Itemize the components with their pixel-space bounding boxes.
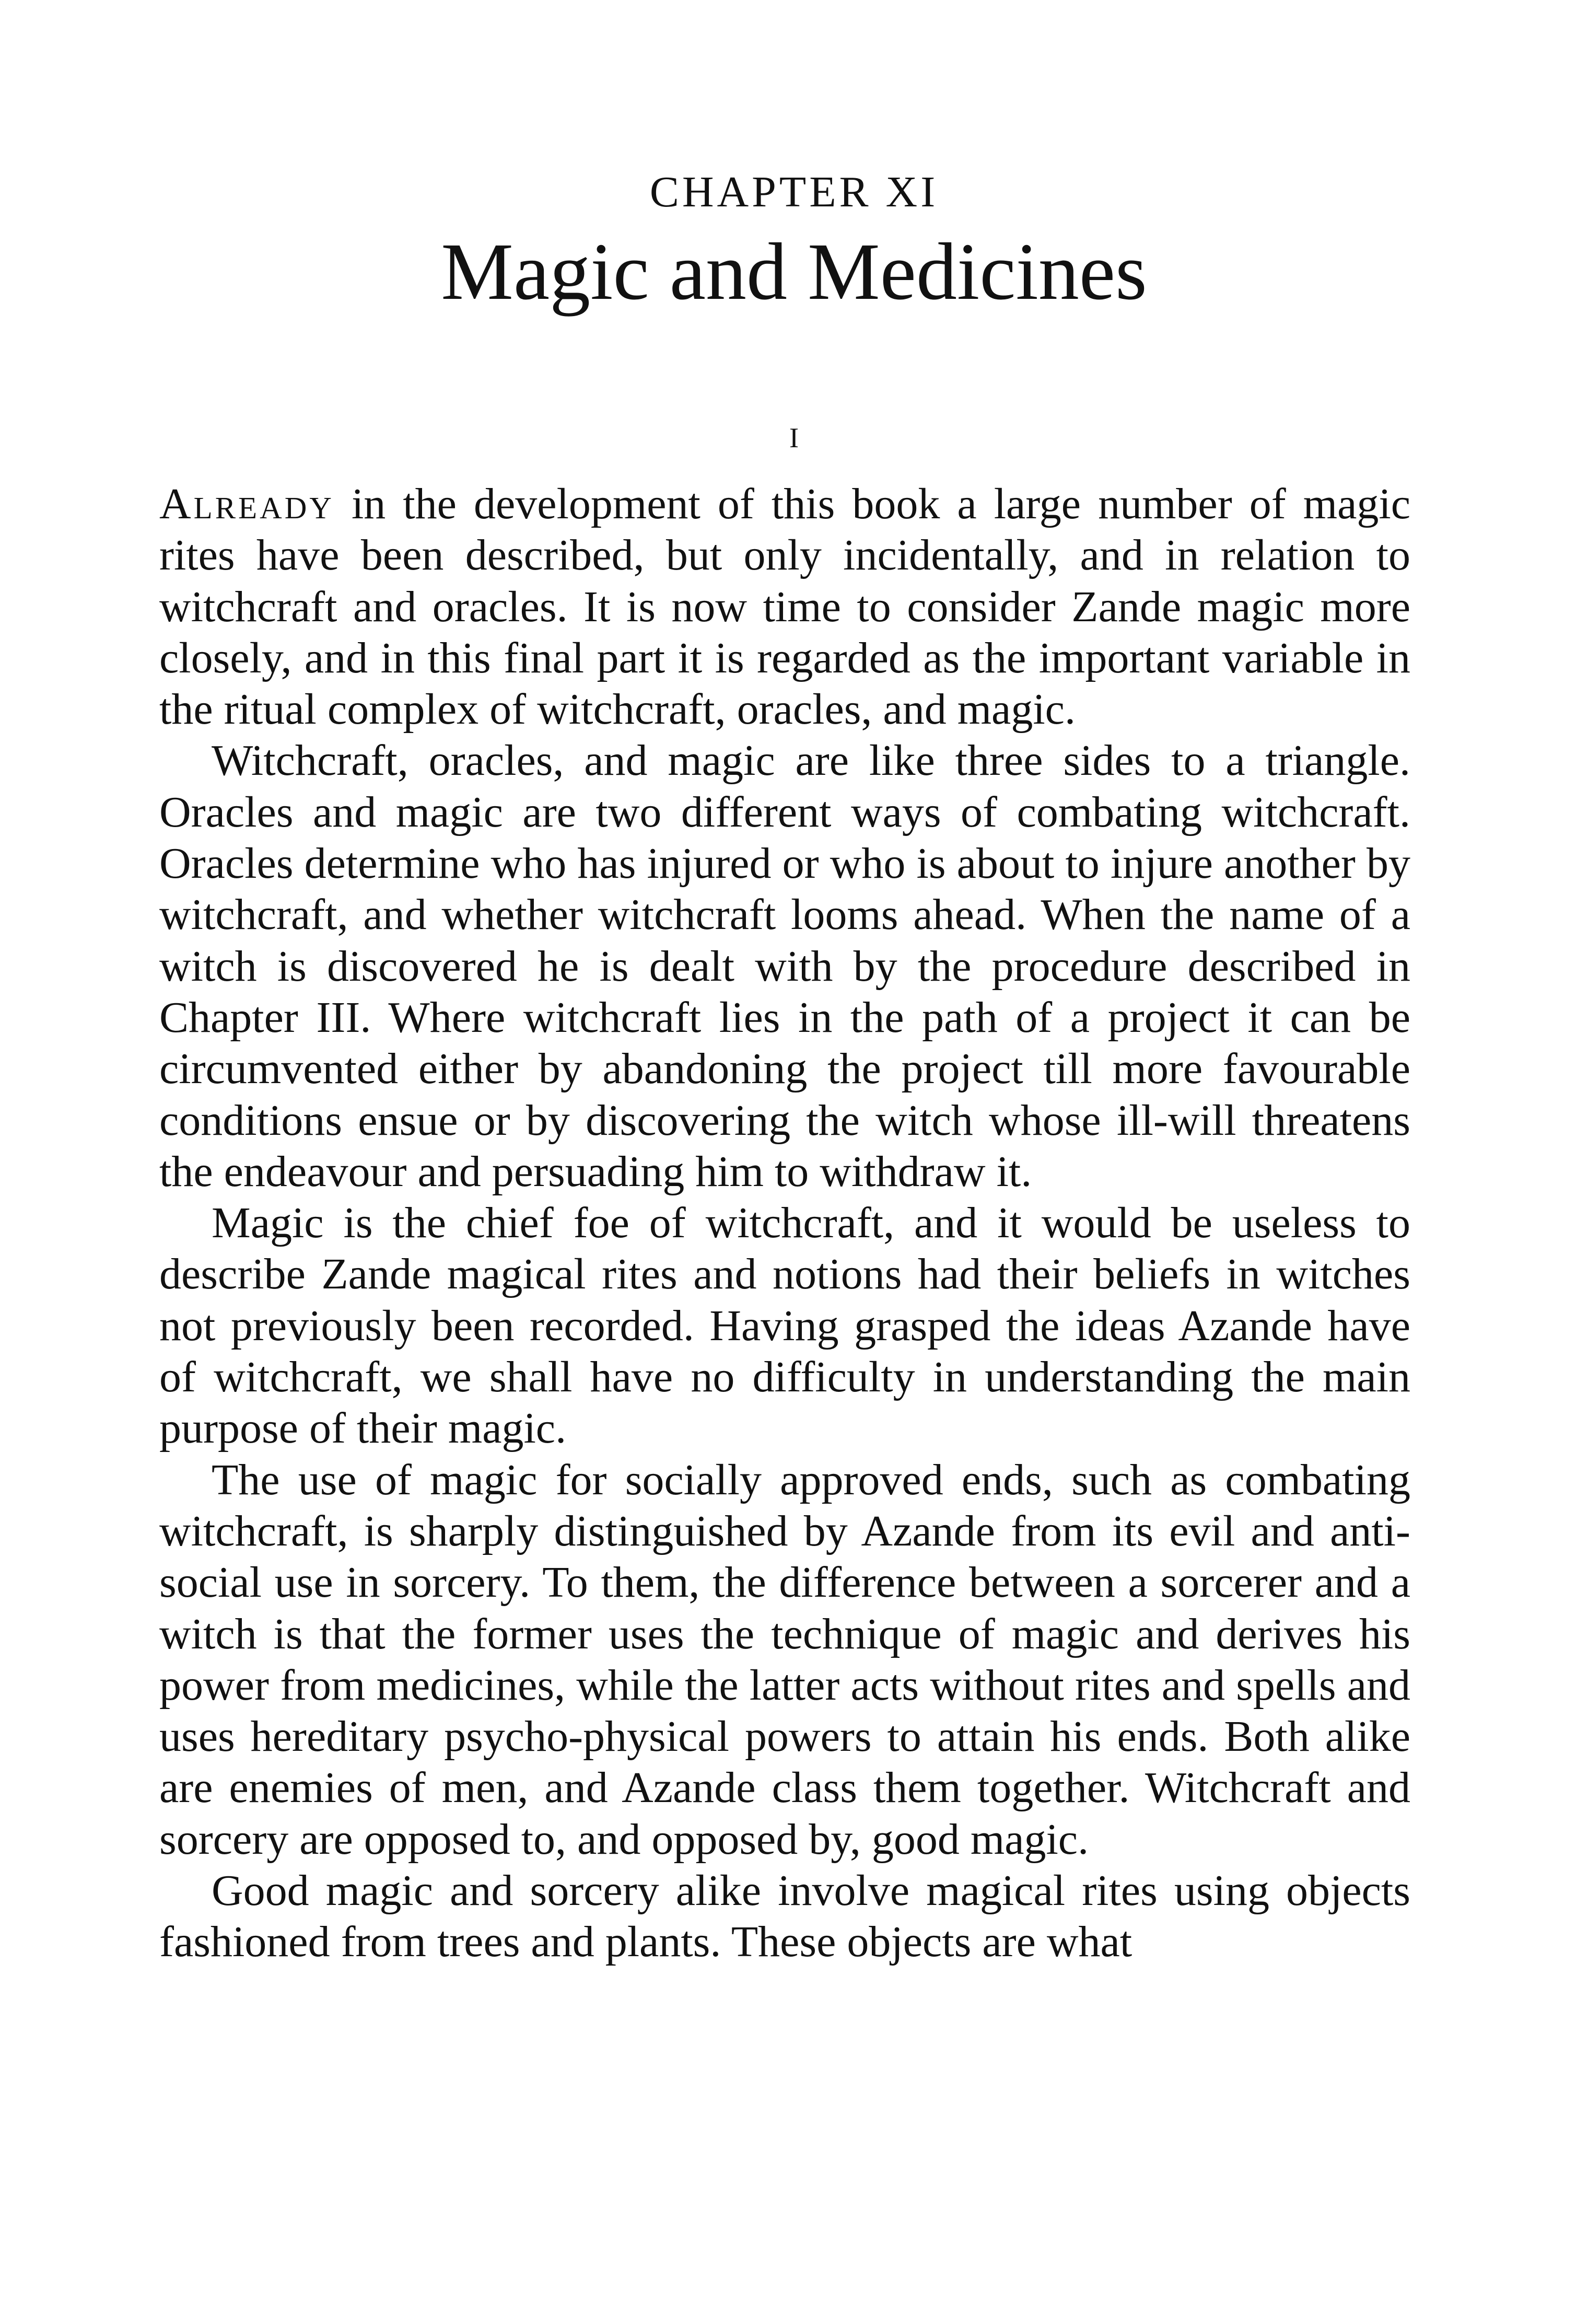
paragraph-5: Good magic and sorcery alike involve magical rites using objects fashioned from trees and plants. These objects are what bbox=[159, 1866, 1410, 1967]
paragraph-1 bbox=[159, 479, 1410, 735]
paragraph-1-text: in the development of this book a large number of magic rites have been described, but only incidentally, and in relation to witchcraft and oracles. It is now time to consider Zande magic more closely, and in this final part it is regarded as the important variable in the ritual complex of witchcraft, oracles, and magic. bbox=[159, 480, 1410, 734]
drop-lead-word: Already bbox=[159, 480, 334, 528]
paragraph-3: Magic is the chief foe of witchcraft, and it would be useless to describe Zande magical rites and notions had their beliefs in witches not previously been recorded. Having grasped the ideas Azande have of witchcraft, we shall have no difficulty in understanding the main purpose of their magic. bbox=[159, 1199, 1410, 1453]
paragraph-4: The use of magic for socially approved ends, such as combating witchcraft, is sharply distinguished by Azande from its evil and anti-social use in sorcery. To them, the difference between a sorcerer and a witch is that the former uses the technique of magic and derives his power from medicines, while the latter acts without rites and spells and uses hereditary psycho-physical powers to attain his ends. Both alike are enemies of men, and Azande class them together. Witchcraft and sorcery are opposed to, and opposed by, good magic. bbox=[159, 1455, 1410, 1864]
paragraph-2: Witchcraft, oracles, and magic are like three sides to a triangle. Oracles and magic are two different ways of combating witchcraft. Oracles determine who has injured or who is about to injure another by witchcraft, and whether witchcraft looms ahead. When the name of a witch is discovered he is dealt with by the procedure described in Chapter III. Where witchcraft lies in the path of a project it can be circumvented either by abandoning the project till more favourable conditions ensue or by discovering the witch whose ill-will threatens the endeavour and persuading him to withdraw it. bbox=[159, 736, 1410, 1196]
body-text bbox=[159, 479, 1410, 1968]
chapter-title: Magic and Medicines bbox=[441, 226, 1147, 317]
section-number: I bbox=[789, 422, 799, 454]
chapter-label: CHAPTER XI bbox=[649, 168, 939, 216]
